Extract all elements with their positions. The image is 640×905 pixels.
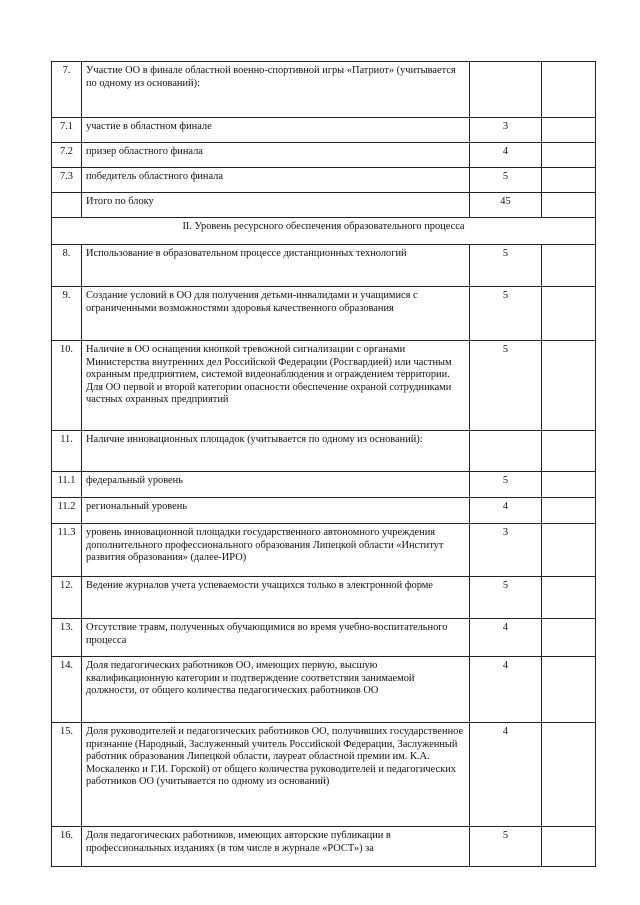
row-number: 7.1 [52,118,82,143]
row-score [470,62,542,118]
row-score [470,431,542,472]
row-text: Итого по блоку [82,193,470,218]
row-text: Наличие в ОО оснащения кнопкой тревожной сигнализации с органами Министерства внутренних дел Российской Федерации (Росгвардией) или частным охранным предприятием, системой видеонаблюдения и ограждением территории. Для ОО первой и второй категории опасности обеспечение охраной сотрудниками частных охранных предприятий [82,341,470,431]
row-number: 11.2 [52,498,82,524]
row-text: Отсутствие травм, полученных обучающимися во время учебно-воспитательного процесса [82,619,470,657]
empty-cell [542,168,596,193]
row-text: Доля руководителей и педагогических работников ОО, получивших государственное признание (Народный, Заслуженный учитель Российской Федерации, Заслуженный работник образования Липецкой области, лауреат областной премии им. К.А. Москаленко и Г.И. Горской) от общего количества руководителей и педагогических работников ОО (учитывается по одному из оснований) [82,723,470,827]
row-score: 5 [470,472,542,498]
empty-cell [542,431,596,472]
row-score: 5 [470,168,542,193]
empty-cell [542,118,596,143]
empty-cell [542,193,596,218]
section-header-row [52,218,596,245]
row-score: 45 [470,193,542,218]
table-row [52,341,596,431]
row-number: 13. [52,619,82,657]
empty-cell [542,472,596,498]
table-row [52,472,596,498]
row-score: 3 [470,118,542,143]
row-text: победитель областного финала [82,168,470,193]
empty-cell [542,827,596,867]
row-text: уровень инновационной площадки государственного автономного учреждения дополнительного профессионального образования Липецкой области «Институт развития образования» (далее-ИРО) [82,524,470,577]
row-text: Доля педагогических работников ОО, имеющих первую, высшую квалификационную категории и подтверждение соответствия занимаемой должности, от общего количества педагогических работников ОО [82,657,470,723]
section-title: II. Уровень ресурсного обеспечения образовательного процесса [52,218,596,245]
empty-cell [542,498,596,524]
table-row [52,168,596,193]
row-number: 7. [52,62,82,118]
row-score: 5 [470,341,542,431]
table-row [52,245,596,287]
table-row [52,62,596,118]
row-number: 8. [52,245,82,287]
row-score: 4 [470,498,542,524]
empty-cell [542,577,596,619]
table-row [52,577,596,619]
table-row [52,524,596,577]
table-row [52,431,596,472]
empty-cell [542,657,596,723]
table-row [52,827,596,867]
table-row [52,498,596,524]
criteria-table [51,61,596,867]
row-score: 5 [470,287,542,341]
row-score: 5 [470,577,542,619]
empty-cell [542,341,596,431]
row-text: Использование в образовательном процессе дистанционных технологий [82,245,470,287]
row-number: 15. [52,723,82,827]
row-score: 4 [470,619,542,657]
row-text: призер областного финала [82,143,470,168]
row-number: 11. [52,431,82,472]
empty-cell [542,619,596,657]
row-number: 7.3 [52,168,82,193]
table-row [52,619,596,657]
row-score: 4 [470,143,542,168]
empty-cell [542,62,596,118]
row-score: 5 [470,245,542,287]
row-text: федеральный уровень [82,472,470,498]
row-text: Создание условий в ОО для получения детьми-инвалидами и учащимися с ограниченными возможностями здоровья качественного образования [82,287,470,341]
table-row [52,118,596,143]
row-text: Участие ОО в финале областной военно-спортивной игры «Патриот» (учитывается по одному из оснований): [82,62,470,118]
row-number: 10. [52,341,82,431]
empty-cell [542,245,596,287]
row-text: Доля педагогических работников, имеющих авторские публикации в профессиональных изданиях (в том числе в журнале «РОСТ») за [82,827,470,867]
row-text: Ведение журналов учета успеваемости учащихся только в электронной форме [82,577,470,619]
empty-cell [542,287,596,341]
table-row [52,723,596,827]
table-row [52,193,596,218]
row-score: 3 [470,524,542,577]
row-number: 14. [52,657,82,723]
empty-cell [542,524,596,577]
row-number: 9. [52,287,82,341]
table-row [52,287,596,341]
empty-cell [542,143,596,168]
row-number: 12. [52,577,82,619]
table-row [52,657,596,723]
row-number: 11.1 [52,472,82,498]
row-score: 5 [470,827,542,867]
row-number: 7.2 [52,143,82,168]
row-number: 16. [52,827,82,867]
table-row [52,143,596,168]
row-text: Наличие инновационных площадок (учитывается по одному из оснований): [82,431,470,472]
row-score: 4 [470,657,542,723]
row-number [52,193,82,218]
row-text: участие в областном финале [82,118,470,143]
row-number: 11.3 [52,524,82,577]
row-text: региональный уровень [82,498,470,524]
empty-cell [542,723,596,827]
row-score: 4 [470,723,542,827]
